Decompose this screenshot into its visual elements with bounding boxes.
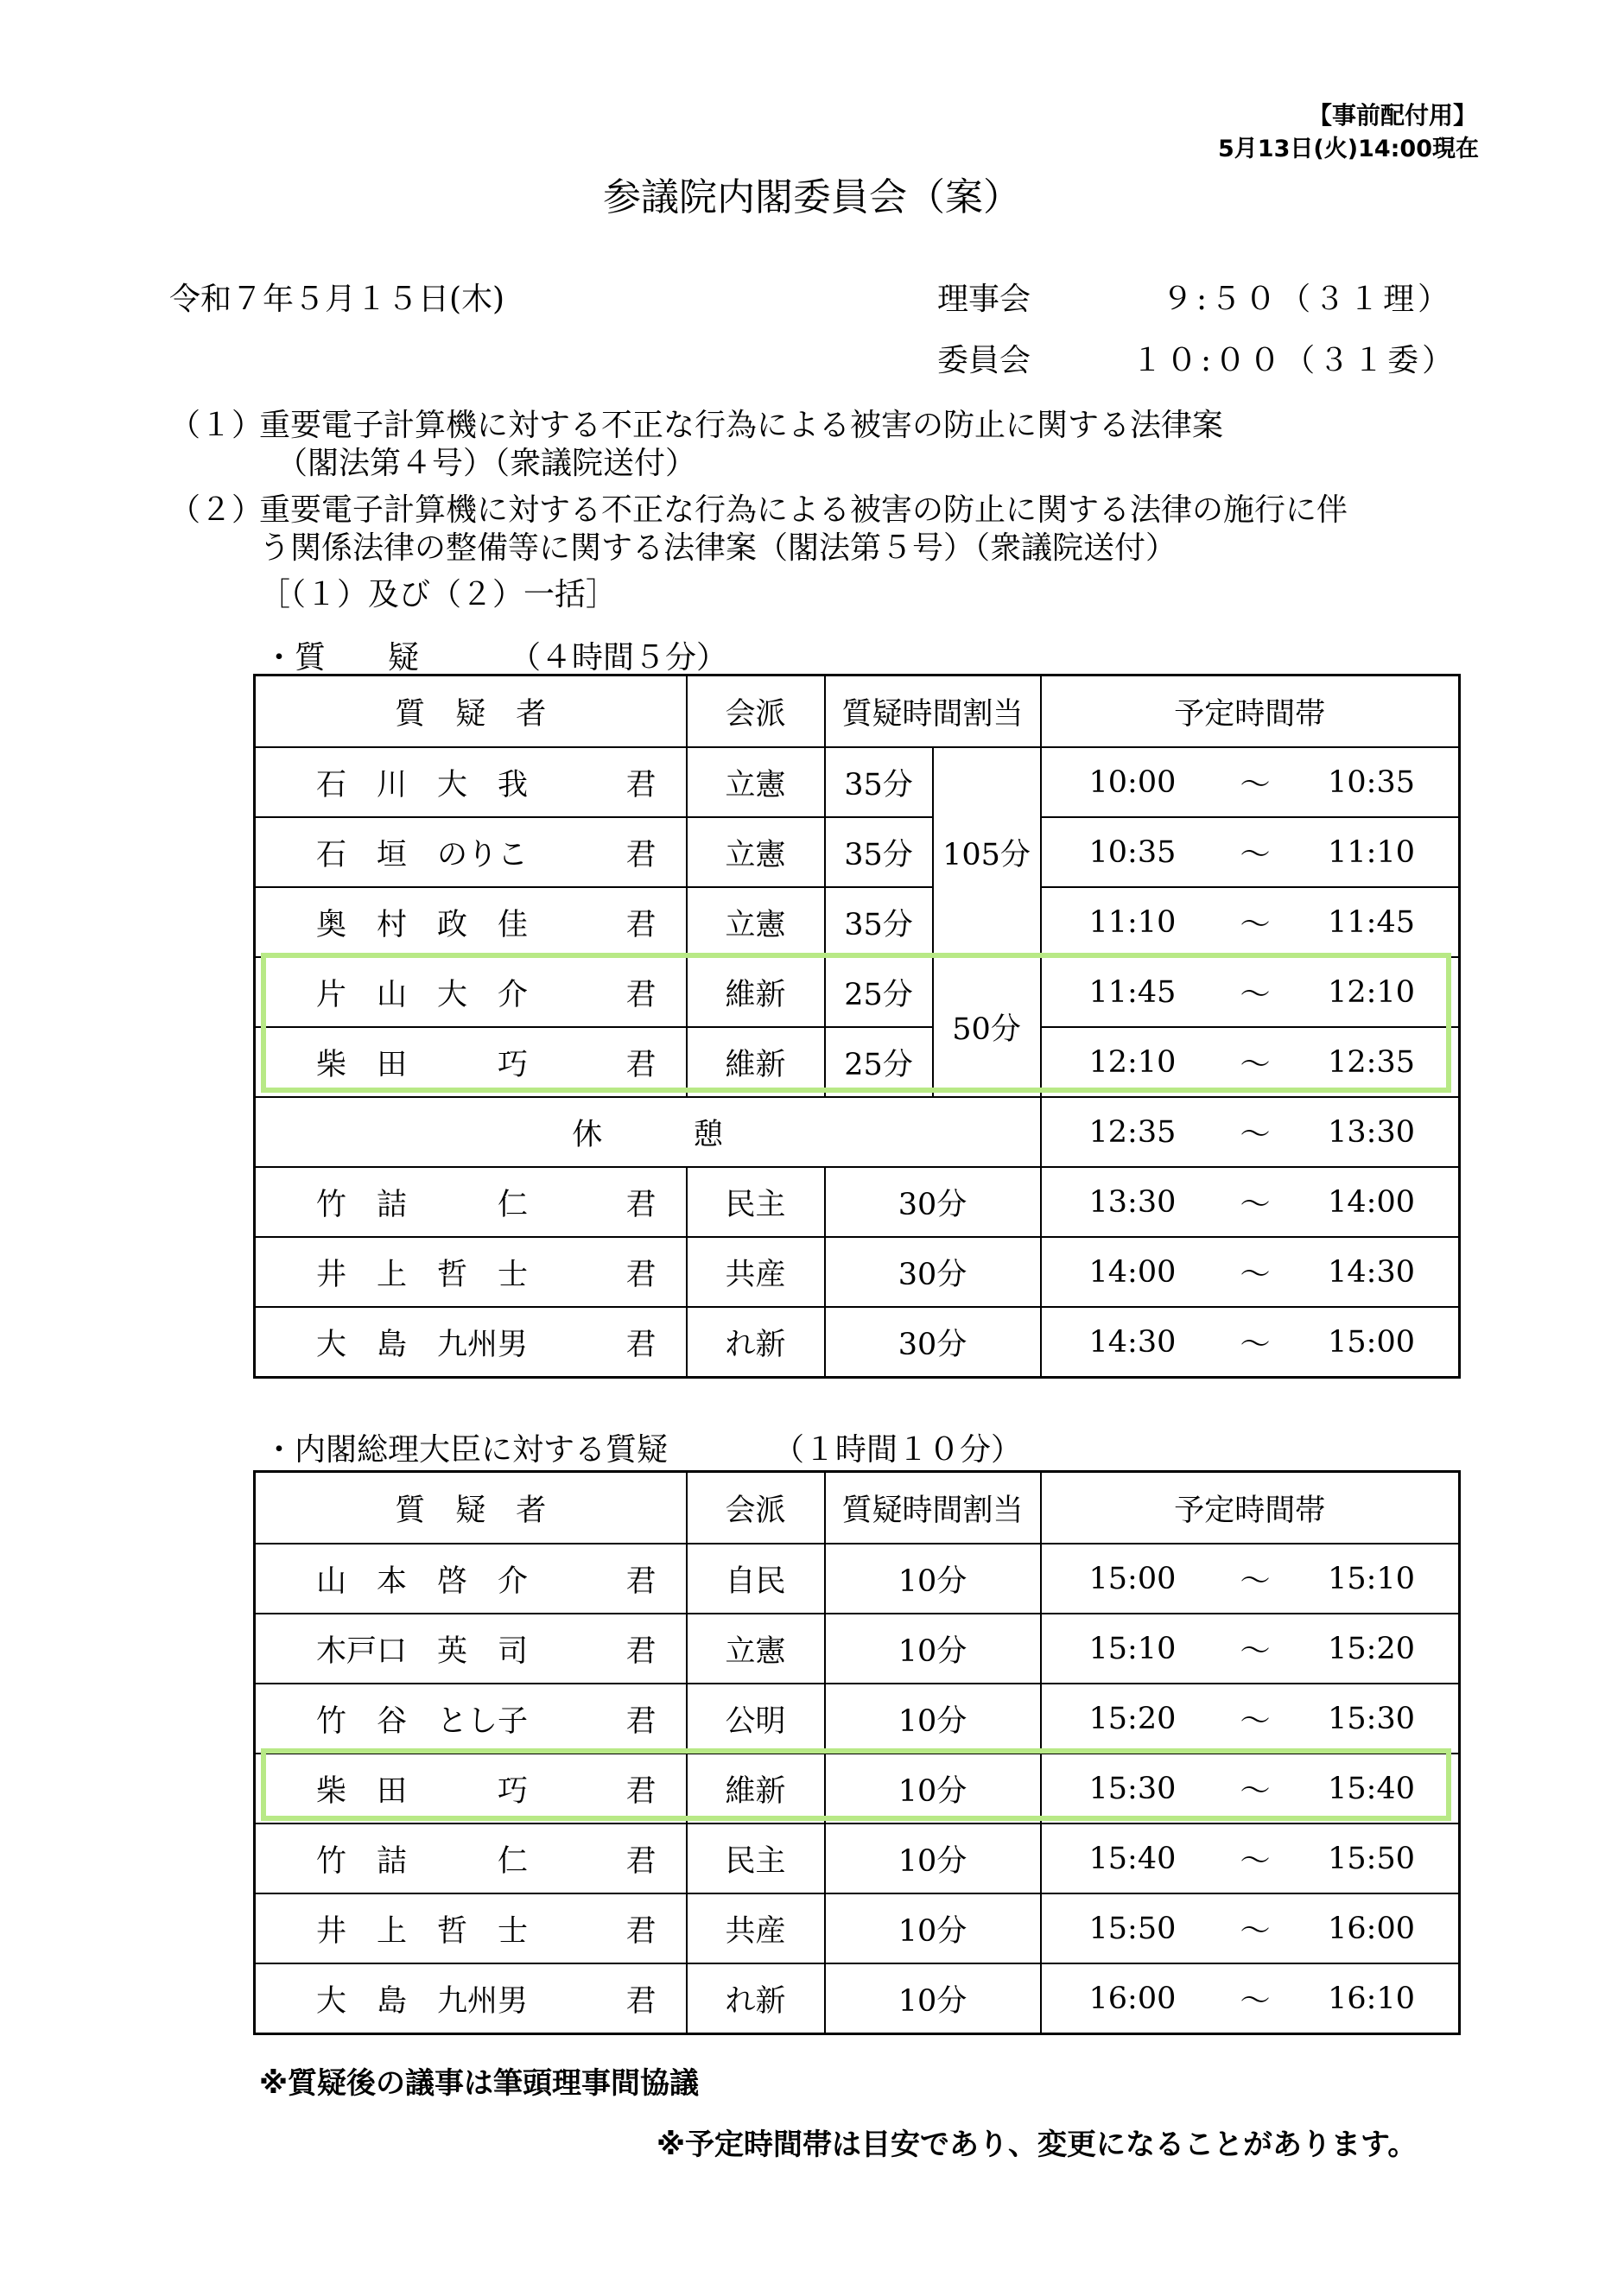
tilde: 〜 (1240, 1843, 1271, 1879)
time-slot-cell (1041, 1684, 1460, 1754)
end-time: 16:00 (1328, 1911, 1415, 1946)
time-slot-cell (1041, 1027, 1460, 1097)
bill-title: 重要電子計算機に対する不正な行為による被害の防止に関する法律案 (259, 408, 1224, 443)
honorific: 君 (625, 1187, 657, 1222)
faction-cell: 維新 (687, 1027, 825, 1097)
tilde: 〜 (1240, 837, 1271, 872)
questioner-cell (255, 1307, 687, 1378)
start-time: 14:00 (1088, 1254, 1177, 1290)
end-time: 14:30 (1328, 1254, 1415, 1290)
end-time: 11:45 (1328, 904, 1415, 940)
questioner-cell (255, 817, 687, 887)
header-faction: 会派 (687, 1472, 825, 1544)
table-header-row (255, 1472, 1460, 1544)
allotment-cell: 30分 (825, 1167, 1041, 1237)
header-allotment: 質疑時間割当 (825, 675, 1041, 748)
honorific: 君 (625, 837, 657, 872)
honorific: 君 (625, 767, 657, 802)
honorific: 君 (625, 1843, 657, 1879)
tilde: 〜 (1240, 1117, 1271, 1152)
honorific: 君 (625, 1983, 657, 2019)
footnote: ※予定時間帯は目安であり、変更になることがあります。 (657, 2128, 1418, 2162)
questioner-cell (255, 1237, 687, 1307)
riji-label: 理事会 (937, 282, 1031, 317)
faction-cell: 立憲 (687, 1614, 825, 1684)
faction-cell: れ新 (687, 1963, 825, 2034)
header-questioner: 質 疑 者 (255, 675, 687, 748)
allotment-cell: 30分 (825, 1307, 1041, 1378)
start-time: 10:00 (1088, 764, 1177, 800)
honorific: 君 (625, 907, 657, 942)
break-row (255, 1097, 1460, 1167)
questioner-cell (255, 887, 687, 957)
questioner-cell (255, 1027, 687, 1097)
tilde: 〜 (1240, 1187, 1271, 1222)
table-row (255, 1167, 1460, 1237)
tilde: 〜 (1240, 1983, 1271, 2019)
bill-number: （１） (169, 408, 263, 443)
start-time: 10:35 (1088, 834, 1177, 870)
bill-number: （２） (169, 492, 263, 528)
tilde: 〜 (1240, 1703, 1271, 1739)
questioner-name: 木戸口 英 司 (316, 1633, 529, 1669)
faction-cell: 公明 (687, 1684, 825, 1754)
iinkai-time: １０:００（３１委） (1132, 343, 1457, 378)
tilde: 〜 (1240, 1773, 1271, 1809)
time-slot-cell (1041, 887, 1460, 957)
time-slot-cell (1041, 817, 1460, 887)
faction-cell: 共産 (687, 1893, 825, 1963)
questioner-name: 井 上 哲 士 (316, 1913, 529, 1949)
allotment-cell: 10分 (825, 1823, 1041, 1893)
end-time: 15:00 (1328, 1324, 1415, 1360)
start-time: 12:10 (1088, 1044, 1177, 1080)
start-time: 15:00 (1088, 1561, 1177, 1596)
group-total-cell: 105分 (933, 747, 1041, 957)
questioner-cell (255, 1893, 687, 1963)
questioner-name: 竹 詰 仁 (316, 1843, 529, 1879)
faction-cell: 自民 (687, 1544, 825, 1614)
start-time: 15:50 (1088, 1911, 1177, 1946)
table-row (255, 817, 1460, 887)
faction-cell: 維新 (687, 957, 825, 1027)
section-total-time: （４時間５分） (510, 640, 728, 675)
table-row (255, 1754, 1460, 1823)
end-time: 14:00 (1328, 1184, 1415, 1220)
start-time: 15:20 (1088, 1701, 1177, 1736)
header-allotment: 質疑時間割当 (825, 1472, 1041, 1544)
tilde: 〜 (1240, 1257, 1271, 1292)
end-time: 15:20 (1328, 1631, 1415, 1666)
questioner-cell (255, 1823, 687, 1893)
end-time: 16:10 (1328, 1981, 1415, 2016)
allotment-cell: 30分 (825, 1237, 1041, 1307)
time-slot-cell (1041, 747, 1460, 817)
honorific: 君 (625, 1773, 657, 1809)
start-time: 12:35 (1088, 1114, 1177, 1150)
honorific: 君 (625, 977, 657, 1012)
bill-title: 重要電子計算機に対する不正な行為による被害の防止に関する法律の施行に伴 (259, 492, 1348, 528)
questioner-cell (255, 1167, 687, 1237)
time-slot-cell (1041, 1754, 1460, 1823)
start-time: 14:30 (1088, 1324, 1177, 1360)
table-row (255, 1237, 1460, 1307)
section-total-time: （１時間１０分） (773, 1432, 1023, 1468)
allotment-cell: 10分 (825, 1614, 1041, 1684)
time-slot-cell (1041, 1893, 1460, 1963)
questioner-name: 竹 詰 仁 (316, 1187, 529, 1222)
questioner-name: 山 本 啓 介 (316, 1563, 529, 1599)
table-row (255, 1544, 1460, 1614)
questioner-name: 竹 谷 とし子 (316, 1703, 529, 1739)
faction-cell: 立憲 (687, 887, 825, 957)
tilde: 〜 (1240, 767, 1271, 802)
end-time: 11:10 (1328, 834, 1415, 870)
questioner-cell (255, 1544, 687, 1614)
questioner-cell (255, 747, 687, 817)
time-slot-cell (1041, 1823, 1460, 1893)
honorific: 君 (625, 1327, 657, 1362)
allotment-cell: 10分 (825, 1963, 1041, 2034)
start-time: 15:30 (1088, 1771, 1177, 1806)
table-row (255, 1614, 1460, 1684)
time-slot-cell (1041, 1097, 1460, 1167)
header-time-slot: 予定時間帯 (1041, 1472, 1460, 1544)
allotment-cell: 25分 (825, 1027, 933, 1097)
tilde: 〜 (1240, 1047, 1271, 1082)
questioning-schedule-table (253, 674, 1461, 1379)
allotment-cell: 10分 (825, 1754, 1041, 1823)
time-slot-cell (1041, 1614, 1460, 1684)
pm-questioning-schedule-table (253, 1470, 1461, 2035)
questioner-cell (255, 1754, 687, 1823)
time-slot-cell (1041, 1237, 1460, 1307)
table-row (255, 1027, 1460, 1097)
bill-title-cont: う関係法律の整備等に関する法律案（閣法第５号）（衆議院送付） (259, 530, 1177, 566)
iinkai-label: 委員会 (937, 343, 1031, 378)
allotment-cell: 25分 (825, 957, 933, 1027)
end-time: 15:30 (1328, 1701, 1415, 1736)
questioner-name: 大 島 九州男 (316, 1983, 529, 2019)
start-time: 16:00 (1088, 1981, 1177, 2016)
faction-cell: 共産 (687, 1237, 825, 1307)
allotment-cell: 35分 (825, 747, 933, 817)
table-row (255, 1307, 1460, 1378)
time-slot-cell (1041, 1307, 1460, 1378)
table-header-row (255, 675, 1460, 748)
allotment-cell: 35分 (825, 887, 933, 957)
page-title: 参議院内閣委員会（案） (603, 175, 1021, 219)
honorific: 君 (625, 1633, 657, 1669)
end-time: 13:30 (1328, 1114, 1415, 1150)
time-slot-cell (1041, 957, 1460, 1027)
group-total-cell: 50分 (933, 957, 1041, 1097)
table-row (255, 1893, 1460, 1963)
allotment-cell: 35分 (825, 817, 933, 887)
questioner-cell (255, 1963, 687, 2034)
honorific: 君 (625, 1703, 657, 1739)
riji-time: ９:５０（３１理） (1162, 282, 1453, 317)
time-slot-cell (1041, 1544, 1460, 1614)
honorific: 君 (625, 1257, 657, 1292)
header-questioner: 質 疑 者 (255, 1472, 687, 1544)
questioner-name: 大 島 九州男 (316, 1327, 529, 1362)
faction-cell: 民主 (687, 1167, 825, 1237)
start-time: 11:45 (1088, 974, 1177, 1010)
questioner-cell (255, 957, 687, 1027)
start-time: 15:10 (1088, 1631, 1177, 1666)
questioner-name: 奥 村 政 佳 (316, 907, 529, 942)
questioner-name: 柴 田 巧 (316, 1047, 529, 1082)
questioner-name: 柴 田 巧 (316, 1773, 529, 1809)
tilde: 〜 (1240, 907, 1271, 942)
honorific: 君 (625, 1913, 657, 1949)
footnote: ※質疑後の議事は筆頭理事間協議 (259, 2066, 700, 2101)
bill-title-cont: （閣法第４号）（衆議院送付） (276, 446, 697, 481)
table-row (255, 1823, 1460, 1893)
table-row (255, 1684, 1460, 1754)
honorific: 君 (625, 1563, 657, 1599)
time-slot-cell (1041, 1167, 1460, 1237)
start-time: 11:10 (1088, 904, 1177, 940)
allotment-cell: 10分 (825, 1893, 1041, 1963)
questioner-name: 石 垣 のりこ (316, 837, 529, 872)
questioner-cell (255, 1684, 687, 1754)
honorific: 君 (625, 1047, 657, 1082)
faction-cell: 立憲 (687, 747, 825, 817)
tilde: 〜 (1240, 1563, 1271, 1599)
questioner-cell (255, 1614, 687, 1684)
bills-combined-note: ［（１）及び（２）一括］ (259, 577, 618, 612)
end-time: 10:35 (1328, 764, 1415, 800)
questioner-name: 片 山 大 介 (316, 977, 529, 1012)
section-label: ・質 疑 (263, 640, 420, 675)
tilde: 〜 (1240, 977, 1271, 1012)
faction-cell: 立憲 (687, 817, 825, 887)
allotment-cell: 10分 (825, 1544, 1041, 1614)
as-of-timestamp: 5月13日(火)14:00現在 (1218, 136, 1479, 162)
end-time: 15:50 (1328, 1841, 1415, 1876)
meeting-date: 令和７年５月１５日(木) (169, 282, 505, 317)
table-row (255, 887, 1460, 957)
table-row (255, 957, 1460, 1027)
questioner-name: 井 上 哲 士 (316, 1257, 529, 1292)
end-time: 12:35 (1328, 1044, 1415, 1080)
table-row (255, 1963, 1460, 2034)
start-time: 15:40 (1088, 1841, 1177, 1876)
break-label: 休 憩 (255, 1097, 1041, 1167)
tilde: 〜 (1240, 1913, 1271, 1949)
distribution-tag: 【事前配付用】 (1307, 101, 1477, 130)
end-time: 15:10 (1328, 1561, 1415, 1596)
time-slot-cell (1041, 1963, 1460, 2034)
tilde: 〜 (1240, 1633, 1271, 1669)
questioner-name: 石 川 大 我 (316, 767, 529, 802)
end-time: 15:40 (1328, 1771, 1415, 1806)
faction-cell: れ新 (687, 1307, 825, 1378)
table-row (255, 747, 1460, 817)
allotment-cell: 10分 (825, 1684, 1041, 1754)
header-time-slot: 予定時間帯 (1041, 675, 1460, 748)
section-label: ・内閣総理大臣に対する質疑 (263, 1432, 669, 1468)
start-time: 13:30 (1088, 1184, 1177, 1220)
header-faction: 会派 (687, 675, 825, 748)
faction-cell: 維新 (687, 1754, 825, 1823)
faction-cell: 民主 (687, 1823, 825, 1893)
end-time: 12:10 (1328, 974, 1415, 1010)
tilde: 〜 (1240, 1327, 1271, 1362)
